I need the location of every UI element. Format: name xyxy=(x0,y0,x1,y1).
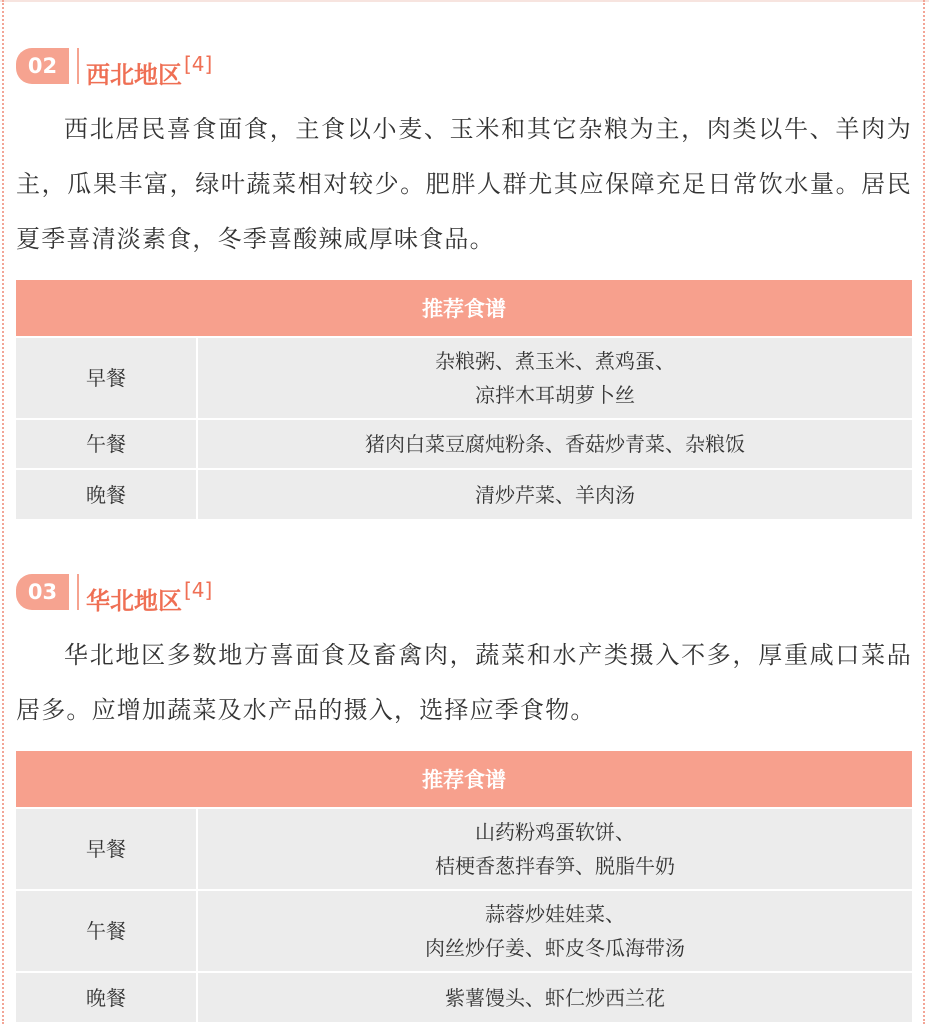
meal-dishes xyxy=(197,469,912,519)
meal-label: 晚餐 xyxy=(16,972,197,1022)
meal-label: 午餐 xyxy=(16,419,197,469)
meal-label: 早餐 xyxy=(16,808,197,890)
meal-dishes xyxy=(197,419,912,469)
table-row xyxy=(16,469,912,519)
table-header: 推荐食谱 xyxy=(16,280,912,337)
badge-gap xyxy=(69,574,77,610)
dish-line: 杂粮粥、煮玉米、煮鸡蛋、 xyxy=(435,349,675,373)
section-northwest xyxy=(16,42,912,519)
reference-link[interactable]: [4] xyxy=(184,52,213,76)
section-north xyxy=(16,568,912,1022)
dish-line: 猪肉白菜豆腐炖粉条、香菇炒青菜、杂粮饭 xyxy=(365,432,745,456)
dish-line: 蒜蓉炒娃娃菜、 xyxy=(485,902,625,926)
meal-label: 晚餐 xyxy=(16,469,197,519)
table-row xyxy=(16,890,912,972)
section-title xyxy=(86,42,212,90)
meal-dishes xyxy=(197,337,912,419)
recipe-table xyxy=(16,280,912,519)
section-title xyxy=(86,568,212,616)
badge-divider xyxy=(77,48,79,84)
dish-line: 山药粉鸡蛋软饼、 xyxy=(475,820,635,844)
table-row xyxy=(16,972,912,1022)
table-row xyxy=(16,337,912,419)
meal-dishes xyxy=(197,808,912,890)
reference-link[interactable]: [4] xyxy=(184,578,213,602)
meal-label: 早餐 xyxy=(16,337,197,419)
dish-line: 清炒芹菜、羊肉汤 xyxy=(475,482,635,507)
section-header xyxy=(16,568,912,618)
meal-dishes xyxy=(197,890,912,972)
badge-gap xyxy=(69,48,77,84)
table-header: 推荐食谱 xyxy=(16,751,912,808)
badge-divider xyxy=(77,574,79,610)
dish-line: 桔梗香葱拌春笋、脱脂牛奶 xyxy=(435,854,675,878)
dish-line: 肉丝炒仔姜、虾皮冬瓜海带汤 xyxy=(425,936,685,960)
dish-line: 凉拌木耳胡萝卜丝 xyxy=(475,383,635,407)
section-header xyxy=(16,42,912,92)
section-paragraph: 华北地区多数地方喜面食及畜禽肉，蔬菜和水产类摄入不多，厚重咸口菜品居多。应增加蔬菜及水产品的摄入，选择应季食物。 xyxy=(16,641,912,724)
table-row xyxy=(16,419,912,469)
recipe-table xyxy=(16,751,912,1022)
section-paragraph: 西北居民喜食面食，主食以小麦、玉米和其它杂粮为主，肉类以牛、羊肉为主，瓜果丰富，绿叶蔬菜相对较少。肥胖人群尤其应保障充足日常饮水量。居民夏季喜清淡素食，冬季喜酸辣咸厚味食品。 xyxy=(16,115,912,253)
table-row xyxy=(16,808,912,890)
meal-dishes xyxy=(197,972,912,1022)
section-title-text: 西北地区 xyxy=(86,61,182,89)
meal-label: 午餐 xyxy=(16,890,197,972)
dish-line: 紫薯馒头、虾仁炒西兰花 xyxy=(445,985,665,1010)
section-number-badge: 02 xyxy=(16,48,69,84)
section-number-badge: 03 xyxy=(16,574,69,610)
section-title-text: 华北地区 xyxy=(86,587,182,615)
